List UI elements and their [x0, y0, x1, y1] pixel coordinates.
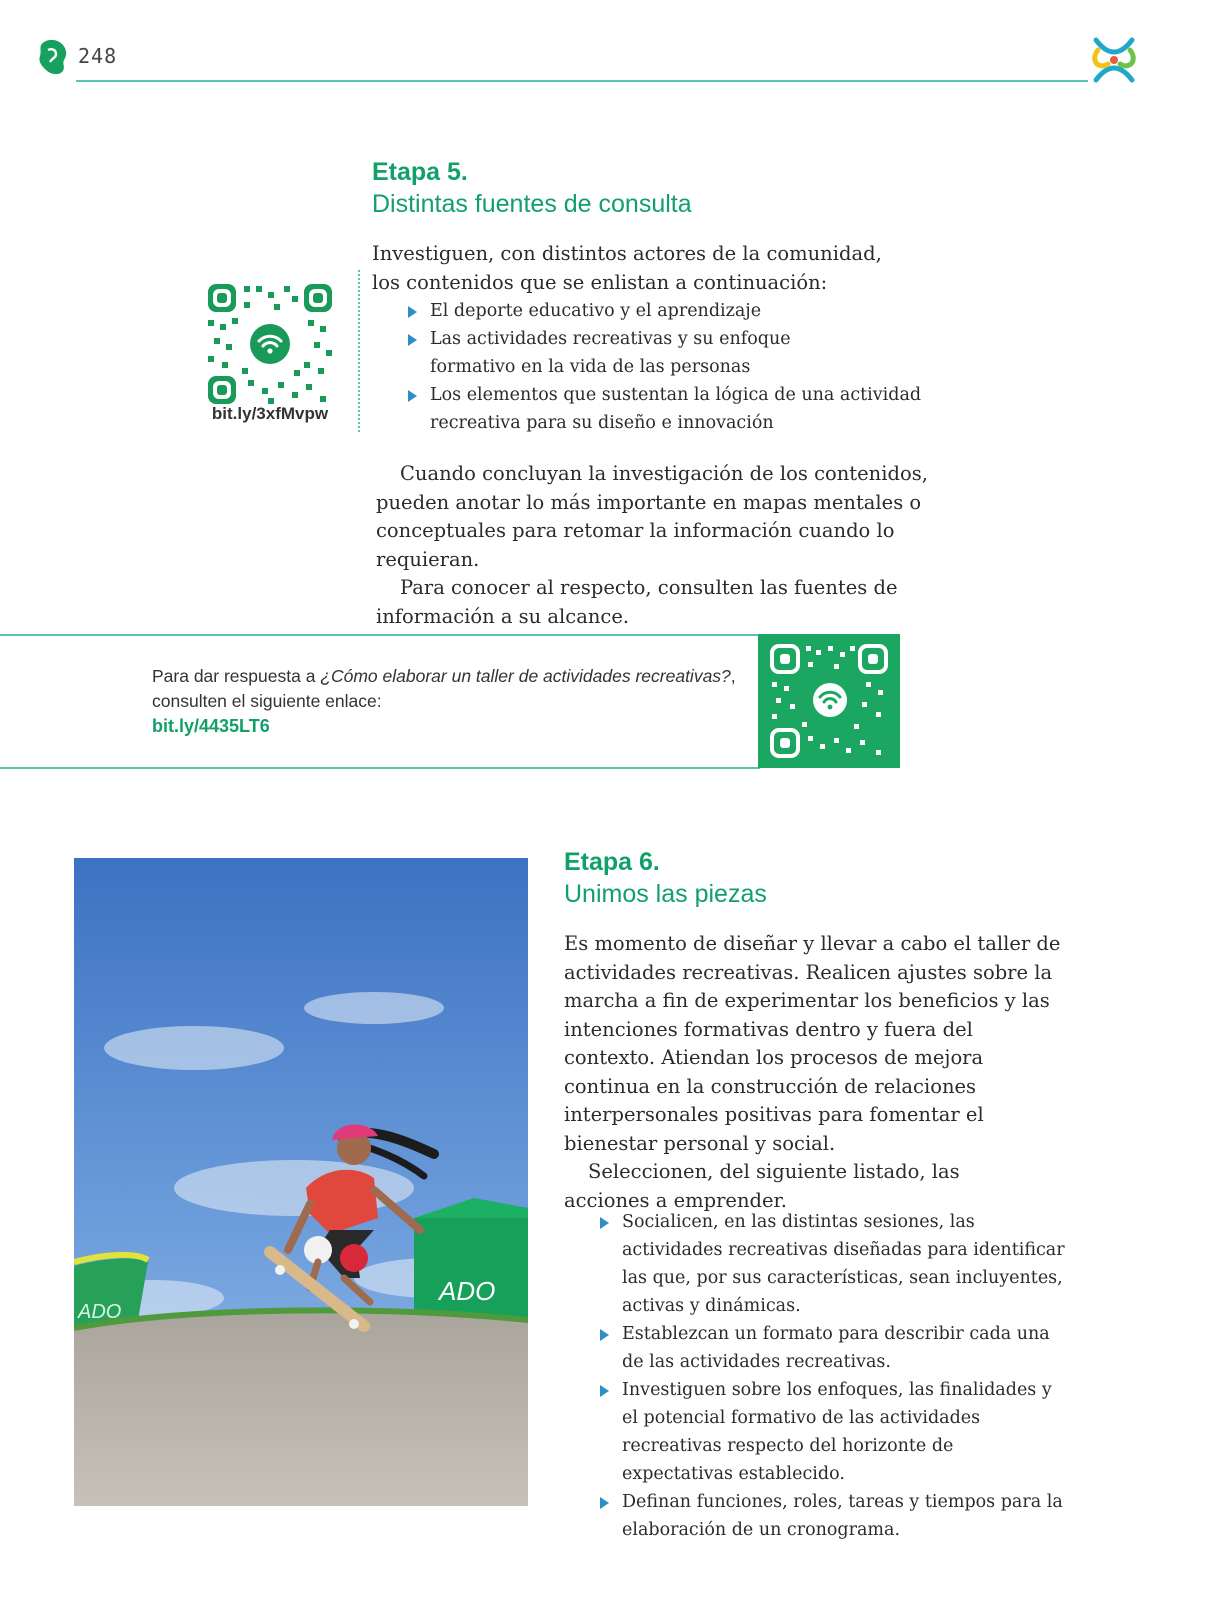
list-item-text: Las actividades recreativas y su enfoque formativo en la vida de las personas	[430, 329, 791, 377]
svg-text:ADO: ADO	[439, 1276, 496, 1306]
list-item-text: Investiguen sobre los enfoques, las finalidades y el potencial formativo de las actividades recreativas respecto del horizonte de expectativas establecido.	[622, 1380, 1052, 1484]
list-item	[598, 1320, 1068, 1376]
banner-text	[152, 664, 752, 739]
stage5-intro-line: Investiguen, con distintos actores de la comunidad,	[372, 242, 882, 265]
qr-code-panel[interactable]	[758, 634, 900, 768]
header-rule	[76, 80, 1088, 82]
photo-illustration	[74, 858, 528, 1506]
sign-text: ADO	[78, 1301, 122, 1323]
stage5-intro-line: los contenidos que se enlistan a continuación:	[372, 270, 828, 294]
paragraph: Cuando concluyan la investigación de los contenidos, pueden anotar lo más importante en mapas mentales o conceptuales para retomar la información cuando lo requieran.	[376, 462, 928, 571]
list-item-text: Socialicen, en las distintas sesiones, las actividades recreativas diseñadas para identificar las que, por sus características, sean incluyentes, activas y dinámicas.	[622, 1212, 1065, 1316]
banner-question: ¿Cómo elaborar un taller de actividades recreativas?	[320, 666, 731, 686]
paragraph: Es momento de diseñar y llevar a cabo el taller de actividades recreativas. Realicen ajustes sobre la marcha a fin de experimentar los beneficios y las intenciones formativas dentro y fuera del contexto. Atiendan los procesos de mejora continua en la construcción de relaciones interpersonales positivas para fomentar el bienestar personal y social.	[564, 932, 1061, 1155]
qr-code-icon[interactable]	[758, 634, 900, 768]
stage5-title: Distintas fuentes de consulta	[372, 190, 692, 218]
list-item-text: Los elementos que sustentan la lógica de una actividad recreativa para su diseño e innovación	[430, 385, 922, 433]
list-item	[406, 297, 1006, 325]
stage6-bullet-list	[570, 1208, 1068, 1544]
bullet-triangle-icon	[600, 1217, 609, 1229]
stage5-bullet-list	[378, 297, 1006, 437]
stage6-heading	[564, 846, 767, 910]
bullet-triangle-icon	[600, 1385, 609, 1397]
banner-link[interactable]: bit.ly/4435LT6	[152, 716, 270, 736]
bullet-triangle-icon	[408, 306, 417, 318]
stage5-number: Etapa 5.	[372, 158, 468, 186]
banner-text-before: Para dar respuesta a	[152, 666, 321, 686]
stage6-paragraphs	[564, 930, 1070, 1215]
banner-top-rule	[0, 634, 760, 636]
bullet-triangle-icon	[600, 1329, 609, 1341]
banner-text-after: , consulten el siguiente enlace:	[152, 666, 736, 711]
skateboarder-photo	[74, 858, 528, 1506]
stage5-heading	[372, 156, 692, 220]
list-item	[598, 1208, 1068, 1320]
stage5-intro	[372, 240, 992, 297]
list-item-text: El deporte educativo y el aprendizaje	[430, 301, 762, 321]
bullet-triangle-icon	[408, 390, 417, 402]
bullet-triangle-icon	[600, 1497, 609, 1509]
logo-icon	[36, 38, 70, 76]
list-item	[406, 325, 870, 381]
page-number: 248	[78, 44, 118, 68]
bullet-triangle-icon	[408, 334, 417, 346]
list-item-text: Establezcan un formato para describir cada una de las actividades recreativas.	[622, 1324, 1050, 1372]
stage6-title: Unimos las piezas	[564, 880, 767, 908]
stage6-number: Etapa 6.	[564, 848, 660, 876]
list-item	[598, 1376, 1068, 1488]
list-item	[598, 1488, 1068, 1544]
qr-code-icon[interactable]	[208, 284, 332, 404]
list-item-text: Definan funciones, roles, tareas y tiempos para la elaboración de un cronograma.	[622, 1492, 1063, 1540]
qr-link-text[interactable]: bit.ly/3xfMvpw	[211, 404, 329, 423]
dotted-divider	[358, 270, 360, 432]
stage5-paragraphs	[376, 460, 976, 631]
knot-logo-icon	[1088, 34, 1140, 86]
list-item	[406, 381, 990, 437]
paragraph: Seleccionen, del siguiente listado, las acciones a emprender.	[564, 1160, 960, 1212]
banner-bottom-rule	[0, 767, 760, 769]
paragraph: Para conocer al respecto, consulten las fuentes de información a su alcance.	[376, 576, 898, 628]
